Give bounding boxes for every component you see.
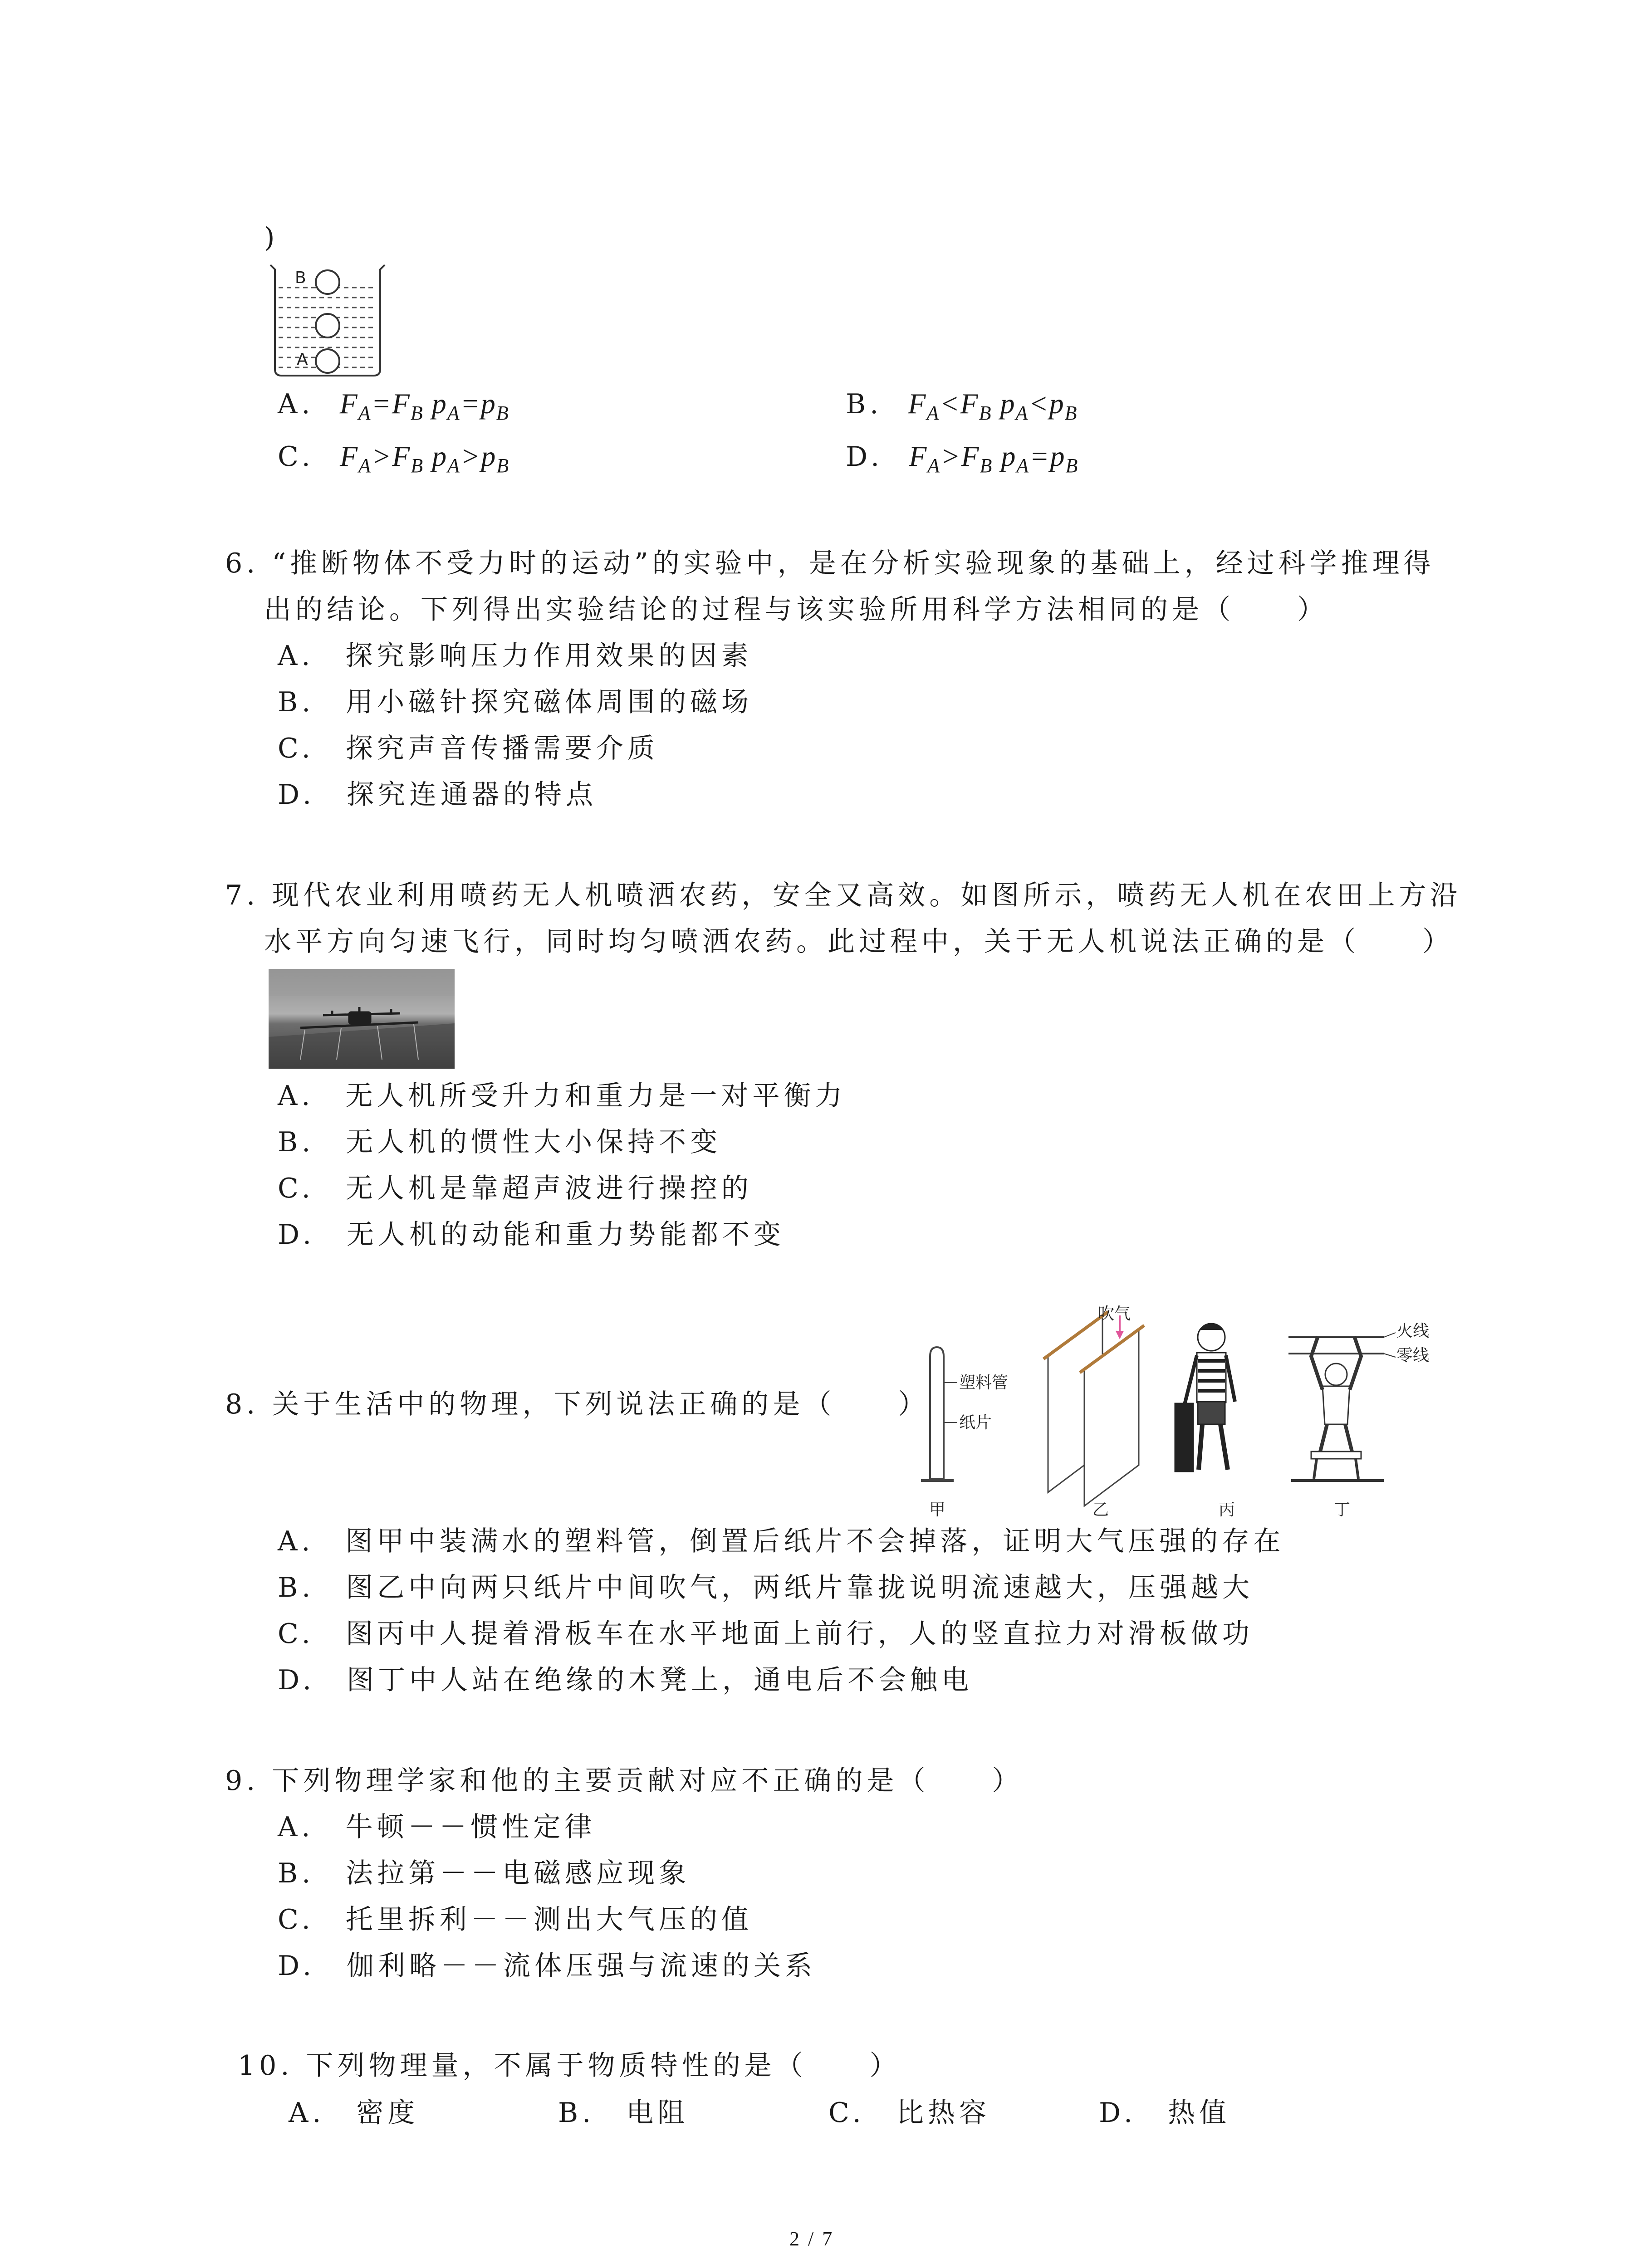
ball-label-a: A [297, 350, 308, 369]
q9-option-b: B. 法拉第－－电磁感应现象 [278, 1857, 691, 1889]
q8-option-b: B. 图乙中向两只纸片中间吹气，两纸片靠拢说明流速越大，压强越大 [278, 1572, 1254, 1603]
q6-stem-line2: 出的结论。下列得出实验结论的过程与该实验所用科学方法相同的是（ ） [264, 594, 1328, 626]
q7-option-b: B. 无人机的惯性大小保持不变 [278, 1126, 722, 1158]
q7-stem-line2: 水平方向匀速飞行，同时均匀喷洒农药。此过程中，关于无人机说法正确的是（ ） [264, 926, 1454, 958]
figure-bing-person [1175, 1324, 1235, 1471]
q5-option-b: B. $F_A<F_B$ $p_A<p_B$ [846, 387, 1078, 424]
q6-option-b: B. 用小磁针探究磁体周围的磁场 [278, 686, 753, 718]
q10-option-d: D. 热值 [1099, 2097, 1231, 2129]
label-paper: 纸片 [959, 1413, 992, 1432]
q6-stem-line1: 6. “推断物体不受力时的运动”的实验中，是在分析实验现象的基础上，经过科学推理得 [225, 547, 1435, 579]
label-plastic-tube: 塑料管 [959, 1374, 1009, 1392]
label-live-wire: 火线 [1396, 1322, 1430, 1340]
q7-option-d: D. 无人机的动能和重力势能都不变 [278, 1219, 785, 1251]
q10-option-c: C. 比热容 [828, 2097, 990, 2129]
figure-jia-tube [921, 1347, 1008, 1481]
figure-yi-papers [1043, 1312, 1144, 1506]
q5-beaker-figure [269, 262, 387, 380]
q9-option-d: D. 伽利略－－流体压强与流速的关系 [278, 1950, 817, 1982]
q9-option-a: A. 牛顿－－惯性定律 [278, 1811, 596, 1843]
caption-bing: 丙 [1219, 1501, 1235, 1519]
caption-yi: 乙 [1092, 1501, 1109, 1519]
page-number: 2 / 7 [789, 2228, 834, 2250]
q9-stem-line1: 9. 下列物理学家和他的主要贡献对应不正确的是（ ） [225, 1765, 1024, 1797]
label-neutral-wire: 零线 [1396, 1346, 1430, 1365]
q8-stem-line1: 8. 关于生活中的物理，下列说法正确的是（ ） [225, 1388, 930, 1420]
q9-option-c: C. 托里拆利－－测出大气压的值 [278, 1904, 753, 1936]
q10-option-b: B. 电阻 [558, 2097, 689, 2129]
label-blow: 吹气 [1098, 1305, 1131, 1323]
ball-label-b: B [295, 269, 306, 287]
q6-option-c: C. 探究声音传播需要介质 [278, 733, 659, 764]
q8-option-d: D. 图丁中人站在绝缘的木凳上，通电后不会触电 [278, 1664, 973, 1696]
q7-drone-photo [269, 969, 455, 1069]
q5-option-c: C. $F_A>F_B$ $p_A>p_B$ [278, 440, 510, 477]
q7-option-c: C. 无人机是靠超声波进行操控的 [278, 1173, 753, 1204]
q5-option-a: A. $F_A=F_B$ $p_A=p_B$ [278, 387, 509, 424]
figure-ding-person [1288, 1333, 1396, 1481]
q6-option-a: A. 探究影响压力作用效果的因素 [278, 640, 753, 672]
caption-jia: 甲 [929, 1501, 946, 1519]
caption-ding: 丁 [1334, 1501, 1351, 1519]
q5-paren-close: ) [264, 222, 279, 254]
q7-option-a: A. 无人机所受升力和重力是一对平衡力 [278, 1080, 847, 1112]
q10-stem-line1: 10. 下列物理量，不属于物质特性的是（ ） [238, 2050, 901, 2082]
q8-option-a: A. 图甲中装满水的塑料管，倒置后纸片不会掉落，证明大气压强的存在 [278, 1525, 1285, 1557]
q7-stem-line1: 7. 现代农业利用喷药无人机喷洒农药，安全又高效。如图所示，喷药无人机在农田上方沿 [225, 880, 1462, 911]
q8-four-figures [912, 1305, 1430, 1524]
q6-option-d: D. 探究连通器的特点 [278, 779, 598, 811]
q8-option-c: C. 图丙中人提着滑板车在水平地面上前行，人的竖直拉力对滑板做功 [278, 1618, 1254, 1650]
q10-option-a: A. 密度 [289, 2097, 419, 2129]
q5-option-d: D. $F_A>F_B$ $p_A=p_B$ [846, 440, 1079, 477]
